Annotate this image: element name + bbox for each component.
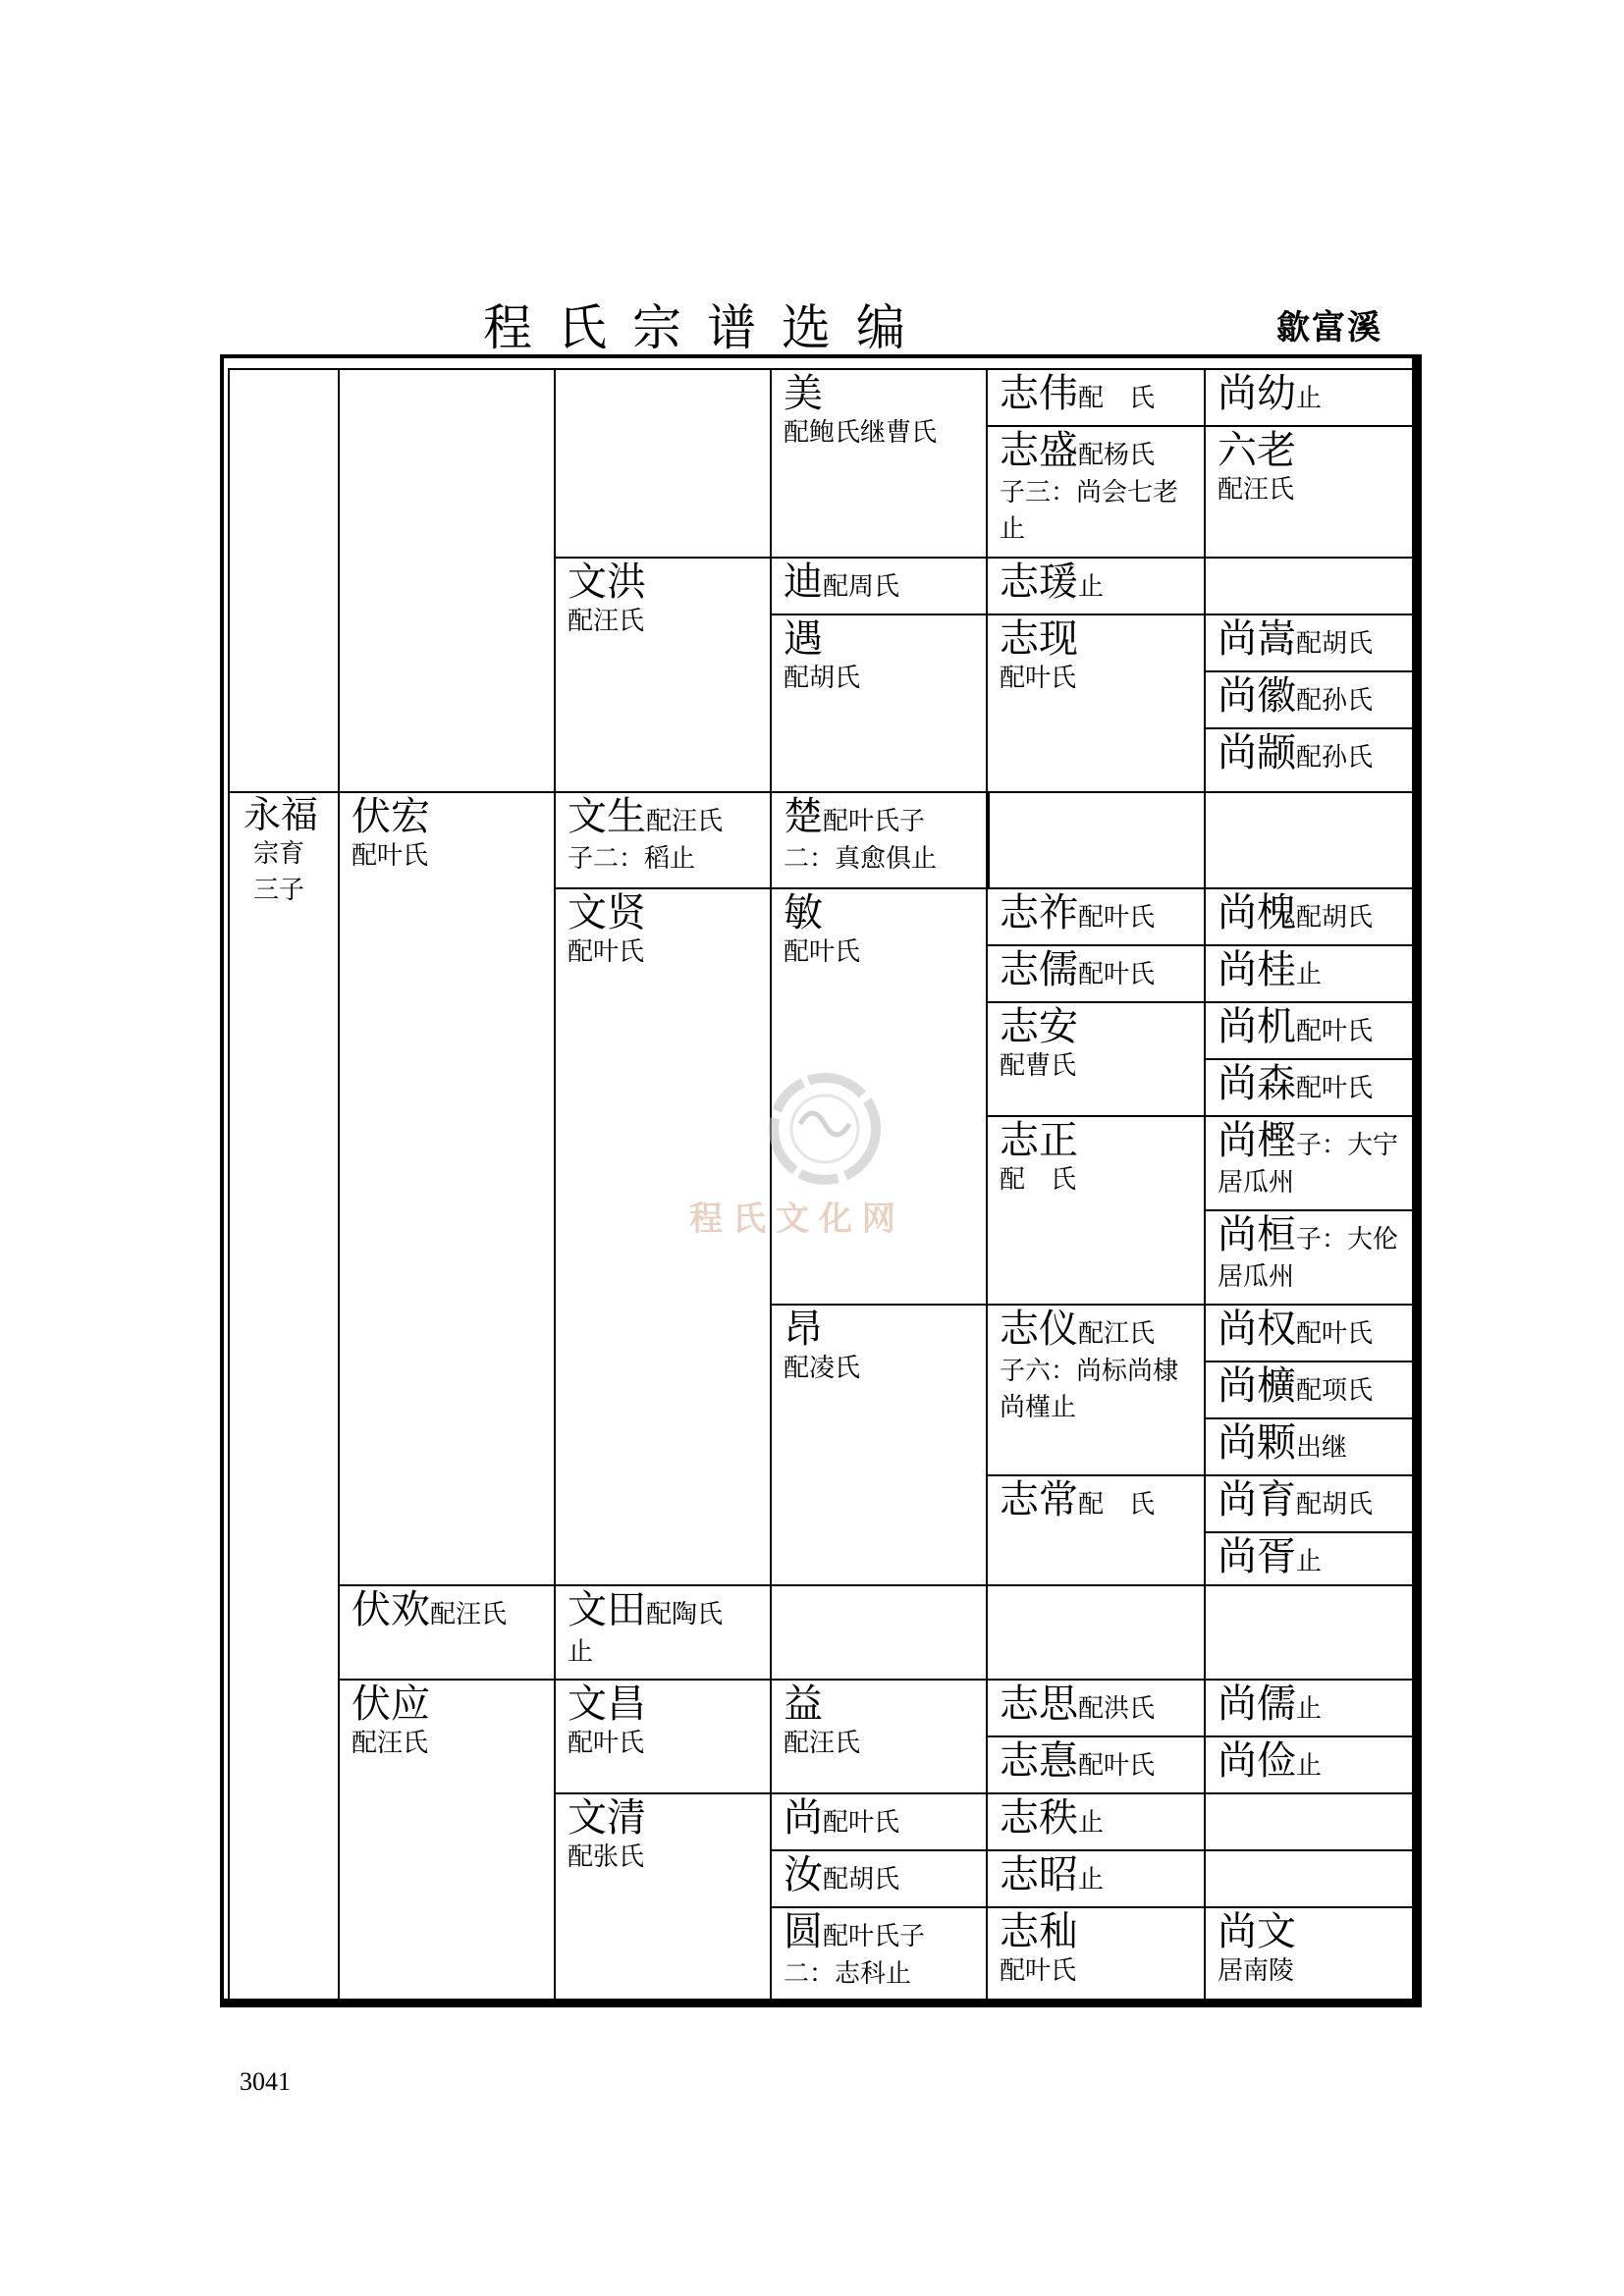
person-name: 志瑗	[1000, 560, 1078, 605]
table-cell	[1204, 944, 1420, 1003]
person-note: 配汪氏	[784, 1729, 861, 1758]
person-note: 子六：尚标尚棣尚槿止	[1000, 1356, 1179, 1423]
person-name: 文清	[568, 1795, 646, 1841]
person-note: 配江氏	[1078, 1319, 1156, 1349]
person-name: 永福	[244, 793, 319, 836]
table-cell	[770, 1304, 988, 1586]
person-note: 配鲍氏继曹氏	[784, 418, 938, 448]
watermark-text: 程氏文化网	[689, 1200, 905, 1239]
person-name: 志儒	[1000, 947, 1078, 992]
person-note: 配叶氏	[568, 937, 645, 967]
table-cell	[554, 1679, 772, 1794]
person-note: 配叶氏	[784, 937, 861, 967]
person-name: 志仪	[1000, 1307, 1078, 1352]
person-name: 尚机	[1218, 1004, 1296, 1049]
table-cell	[1204, 1417, 1420, 1476]
person-note: 出继	[1296, 1433, 1348, 1463]
person-note: 子：大伦	[1296, 1225, 1399, 1255]
table-cell-empty	[1204, 1792, 1420, 1851]
person-name: 志惪	[1000, 1738, 1078, 1784]
person-note: 配孙氏	[1296, 743, 1374, 773]
person-note: 止	[1296, 1694, 1323, 1724]
person-note: 配 氏	[1078, 384, 1156, 413]
person-note: 止	[1078, 572, 1105, 602]
table-cell	[986, 1849, 1206, 1908]
person-note: 配叶氏	[823, 1808, 900, 1838]
person-note: 子二：稻止	[568, 843, 696, 874]
table-cell	[770, 614, 988, 793]
person-note: 配胡氏	[1296, 629, 1374, 659]
table-cell-empty	[988, 791, 1206, 889]
person-note: 配叶氏	[1078, 960, 1156, 989]
table-cell	[1204, 1906, 1420, 2005]
person-note: 配周氏	[823, 572, 900, 602]
person-name: 尚胥	[1218, 1534, 1296, 1579]
person-name: 文贤	[568, 890, 646, 935]
person-note: 配叶氏子	[823, 1922, 926, 1951]
table-cell-empty	[986, 1584, 1206, 1681]
table-cell	[1204, 1735, 1420, 1794]
person-note: 配叶氏	[1296, 1319, 1374, 1349]
person-note: 配胡氏	[784, 664, 861, 693]
person-note: 配汪氏	[430, 1600, 508, 1629]
table-cell	[986, 614, 1206, 793]
person-note: 配叶氏	[1296, 1017, 1374, 1046]
person-name: 尚文	[1218, 1909, 1296, 1954]
person-note: 止	[1296, 960, 1323, 989]
person-name: 敏	[784, 890, 823, 935]
person-name: 尚	[784, 1795, 823, 1841]
region-label: 歙富溪	[1276, 308, 1382, 347]
person-note: 居瓜州	[1218, 1167, 1295, 1198]
table-cell	[986, 944, 1206, 1003]
person-note: 配凌氏	[784, 1354, 861, 1383]
table-cell	[770, 1792, 988, 1851]
table-cell	[1204, 727, 1420, 793]
table-cell	[338, 1584, 556, 1681]
person-note: 止	[1296, 1751, 1323, 1781]
person-note: 配叶氏	[1078, 903, 1156, 933]
watermark-logo	[677, 1070, 972, 1247]
table-cell	[1204, 887, 1420, 946]
person-name: 六老	[1218, 428, 1296, 473]
table-cell	[338, 791, 556, 1586]
person-name: 汝	[784, 1852, 823, 1897]
person-note: 配叶氏	[1296, 1074, 1374, 1103]
person-name: 志祚	[1000, 890, 1078, 935]
table-cell	[986, 1679, 1206, 1737]
table-cell	[986, 1001, 1206, 1117]
table-cell-empty	[770, 1584, 988, 1681]
person-name: 志秩	[1000, 1795, 1078, 1841]
person-note: 止	[1078, 1808, 1105, 1838]
person-note: 配汪氏	[352, 1729, 429, 1758]
person-name: 圆	[784, 1909, 823, 1954]
person-name: 益	[784, 1682, 823, 1727]
person-note: 配叶氏	[568, 1729, 645, 1758]
person-note: 配叶氏	[352, 841, 429, 871]
table-cell	[986, 1906, 1206, 2005]
person-name: 尚桓	[1218, 1212, 1296, 1257]
person-name: 尚櫎	[1218, 1363, 1296, 1409]
person-note: 宗育	[253, 838, 305, 869]
person-name: 昂	[784, 1307, 823, 1352]
person-name: 尚颛	[1218, 730, 1296, 775]
person-name: 迪	[784, 560, 823, 605]
person-name: 尚育	[1218, 1477, 1296, 1522]
table-cell	[1204, 1058, 1420, 1117]
person-note: 配汪氏	[646, 807, 724, 836]
table-cell	[554, 1584, 772, 1681]
person-name: 志正	[1000, 1118, 1078, 1163]
table-cell	[986, 368, 1206, 427]
person-note: 居瓜州	[1218, 1261, 1295, 1292]
table-cell	[986, 1115, 1206, 1306]
page-number: 3041	[240, 2067, 291, 2096]
page-title: 程氏宗谱选编	[483, 299, 931, 356]
person-note: 配胡氏	[823, 1865, 900, 1895]
person-name: 尚俭	[1218, 1738, 1296, 1784]
table-cell	[986, 1474, 1206, 1586]
table-cell	[986, 1792, 1206, 1851]
person-name: 伏欢	[352, 1587, 430, 1632]
person-note: 三子	[253, 876, 305, 906]
table-cell	[1204, 1001, 1420, 1060]
person-note: 配汪氏	[1218, 475, 1295, 505]
table-cell	[770, 557, 988, 615]
table-cell-empty	[338, 368, 556, 793]
person-name: 尚儒	[1218, 1682, 1296, 1727]
person-note: 子三：尚会七老止	[1000, 477, 1179, 545]
table-cell	[1204, 1115, 1420, 1211]
person-note: 止	[1296, 384, 1323, 413]
person-name: 美	[784, 371, 823, 416]
table-cell	[1204, 1531, 1420, 1586]
person-note: 配杨氏	[1078, 441, 1156, 470]
table-cell	[986, 1304, 1206, 1476]
table-cell-empty	[1204, 1584, 1420, 1681]
person-note: 配孙氏	[1296, 686, 1374, 716]
table-cell	[986, 425, 1206, 559]
table-cell-empty	[554, 368, 772, 559]
person-note: 配 氏	[1078, 1490, 1156, 1520]
person-name: 楚	[784, 794, 823, 839]
person-name: 尚徽	[1218, 673, 1296, 719]
table-cell	[1204, 1679, 1420, 1737]
person-name: 遇	[784, 616, 823, 662]
table-cell	[986, 1735, 1206, 1794]
person-name: 文昌	[568, 1682, 646, 1727]
person-name: 尚幼	[1218, 371, 1296, 416]
table-cell	[338, 1679, 556, 2005]
table-cell	[1204, 1474, 1420, 1533]
person-name: 志思	[1000, 1682, 1078, 1727]
person-name: 文田	[568, 1587, 646, 1632]
person-name: 尚桂	[1218, 947, 1296, 992]
person-name: 尚权	[1218, 1307, 1296, 1352]
person-name: 尚嵩	[1218, 616, 1296, 662]
table-cell	[770, 1906, 988, 2005]
person-note: 二：志科止	[784, 1958, 912, 1989]
person-note: 配胡氏	[1296, 903, 1374, 933]
table-cell	[554, 557, 772, 793]
person-note: 配张氏	[568, 1842, 645, 1872]
person-name: 志伟	[1000, 371, 1078, 416]
person-name: 志秈	[1000, 1909, 1078, 1954]
person-name: 志昭	[1000, 1852, 1078, 1897]
person-name: 伏宏	[352, 794, 430, 839]
person-name: 志盛	[1000, 428, 1078, 473]
person-name: 文生	[568, 794, 646, 839]
person-note: 配陶氏	[646, 1600, 724, 1629]
person-note: 配叶氏	[1000, 664, 1077, 693]
person-note: 配 氏	[1000, 1165, 1077, 1195]
table-cell-empty	[1204, 557, 1420, 615]
person-note: 二：真愈俱止	[784, 843, 938, 874]
person-name: 志常	[1000, 1477, 1078, 1522]
person-note: 配胡氏	[1296, 1490, 1374, 1520]
table-cell	[1204, 1361, 1420, 1419]
person-name: 尚森	[1218, 1061, 1296, 1106]
table-cell	[986, 557, 1206, 615]
person-note: 配叶氏	[1078, 1751, 1156, 1781]
table-cell	[1204, 425, 1420, 559]
person-note: 止	[1296, 1547, 1323, 1576]
table-cell-empty	[1204, 1849, 1420, 1908]
table-cell	[1204, 670, 1420, 729]
table-cell	[770, 791, 988, 889]
person-note: 子：大宁	[1296, 1131, 1399, 1160]
table-cell	[770, 368, 988, 559]
person-name: 志现	[1000, 616, 1078, 662]
person-name: 尚槐	[1218, 890, 1296, 935]
person-note: 配汪氏	[568, 607, 645, 636]
person-note: 止	[1078, 1865, 1105, 1895]
person-note: 配洪氏	[1078, 1694, 1156, 1724]
table-cell	[1204, 1209, 1420, 1306]
person-note: 配项氏	[1296, 1376, 1374, 1406]
table-cell	[1204, 1304, 1420, 1362]
person-name: 文洪	[568, 560, 646, 605]
table-cell-empty	[1204, 791, 1420, 889]
table-cell	[986, 887, 1206, 946]
person-note: 止	[568, 1636, 594, 1667]
person-name: 伏应	[352, 1682, 430, 1727]
table-cell	[554, 1792, 772, 2005]
person-note: 配叶氏子	[823, 807, 926, 836]
table-cell	[1204, 368, 1420, 427]
table-cell	[554, 791, 772, 889]
person-note: 居南陵	[1218, 1956, 1295, 1986]
table-cell	[228, 791, 340, 2005]
person-note: 配曹氏	[1000, 1051, 1077, 1081]
table-cell	[770, 1849, 988, 1908]
table-cell-empty	[228, 368, 340, 793]
person-name: 志安	[1000, 1004, 1078, 1049]
person-name: 尚颗	[1218, 1420, 1296, 1466]
table-cell	[770, 1679, 988, 1794]
person-name: 尚樫	[1218, 1118, 1296, 1163]
person-note: 配叶氏	[1000, 1956, 1077, 1986]
table-cell	[1204, 614, 1420, 672]
